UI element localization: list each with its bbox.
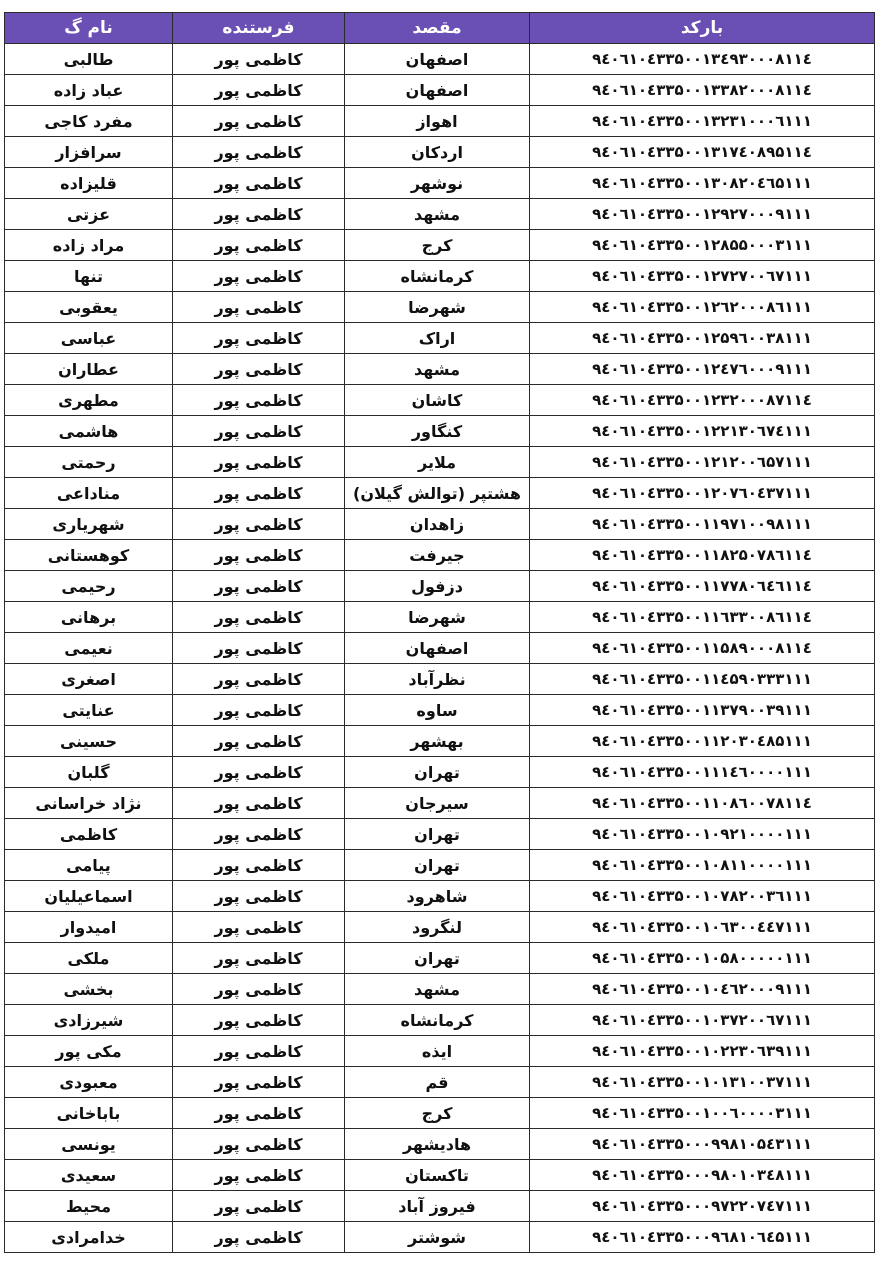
destination-cell: تهران xyxy=(345,757,530,788)
table-row xyxy=(5,757,875,788)
sender-cell: کاظمی پور xyxy=(173,819,345,850)
barcode-cell: ۹٤۰٦۱۰٤۳۳۵۰۰۰۹٦۸۱۰٦٤۵۱۱۱ xyxy=(530,1222,875,1253)
header-sender: فرستنده xyxy=(173,13,345,44)
table-row xyxy=(5,447,875,478)
barcode-cell: ۹٤۰٦۱۰٤۳۳۵۰۰۱۱۳۷۹۰۰۳۹۱۱۱ xyxy=(530,695,875,726)
barcode-cell: ۹٤۰٦۱۰٤۳۳۵۰۰۱۲۰۷٦۰٤۳۷۱۱۱ xyxy=(530,478,875,509)
name-cell: مطهری xyxy=(5,385,173,416)
name-cell: عطاران xyxy=(5,354,173,385)
table-row xyxy=(5,881,875,912)
barcode-cell: ۹٤۰٦۱۰٤۳۳۵۰۰۱۱٤۵۹۰۳۳۳۱۱۱ xyxy=(530,664,875,695)
barcode-cell: ۹٤۰٦۱۰٤۳۳۵۰۰۱۲٤۷٦۰۰۰۹۱۱۱ xyxy=(530,354,875,385)
sender-cell: کاظمی پور xyxy=(173,602,345,633)
sender-cell: کاظمی پور xyxy=(173,385,345,416)
name-cell: رحمتی xyxy=(5,447,173,478)
table-row xyxy=(5,633,875,664)
table-row xyxy=(5,137,875,168)
table-row xyxy=(5,788,875,819)
barcode-cell: ۹٤۰٦۱۰٤۳۳۵۰۰۱۱۸۲۵۰۷۸٦۱۱٤ xyxy=(530,540,875,571)
sender-cell: کاظمی پور xyxy=(173,137,345,168)
destination-cell: کرج xyxy=(345,230,530,261)
name-cell: عباد زاده xyxy=(5,75,173,106)
destination-cell: تهران xyxy=(345,943,530,974)
name-cell: سرافزار xyxy=(5,137,173,168)
sender-cell: کاظمی پور xyxy=(173,943,345,974)
table-row xyxy=(5,1098,875,1129)
table-row xyxy=(5,1005,875,1036)
header-row xyxy=(5,13,875,44)
destination-cell: اراک xyxy=(345,323,530,354)
sender-cell: کاظمی پور xyxy=(173,168,345,199)
barcode-cell: ۹٤۰٦۱۰٤۳۳۵۰۰۱۱۷۷۸۰٦٤٦۱۱٤ xyxy=(530,571,875,602)
barcode-cell: ۹٤۰٦۱۰٤۳۳۵۰۰۱۲۸۵۵۰۰۰۳۱۱۱ xyxy=(530,230,875,261)
barcode-cell: ۹٤۰٦۱۰٤۳۳۵۰۰۱۱۲۰۳۰٤۸۵۱۱۱ xyxy=(530,726,875,757)
sender-cell: کاظمی پور xyxy=(173,75,345,106)
name-cell: شیرزادی xyxy=(5,1005,173,1036)
destination-cell: مشهد xyxy=(345,199,530,230)
barcode-cell: ۹٤۰٦۱۰٤۳۳۵۰۰۰۹۷۲۲۰۷٤۷۱۱۱ xyxy=(530,1191,875,1222)
table-body xyxy=(5,44,875,1253)
name-cell: گلبان xyxy=(5,757,173,788)
name-cell: ملکی xyxy=(5,943,173,974)
table-row xyxy=(5,974,875,1005)
destination-cell: اصفهان xyxy=(345,44,530,75)
destination-cell: ملایر xyxy=(345,447,530,478)
destination-cell: مشهد xyxy=(345,354,530,385)
barcode-cell: ۹٤۰٦۱۰٤۳۳۵۰۰۱۱٦۳۳۰۰۸٦۱۱٤ xyxy=(530,602,875,633)
sender-cell: کاظمی پور xyxy=(173,664,345,695)
table-row xyxy=(5,602,875,633)
barcode-cell: ۹٤۰٦۱۰٤۳۳۵۰۰۱۰۵۸۰۰۰۰۰۱۱۱ xyxy=(530,943,875,974)
barcode-cell: ۹٤۰٦۱۰٤۳۳۵۰۰۰۹۸۰۱۰۳٤۸۱۱۱ xyxy=(530,1160,875,1191)
barcode-cell: ۹٤۰٦۱۰٤۳۳۵۰۰۱۲٦۲۰۰۰۸٦۱۱۱ xyxy=(530,292,875,323)
barcode-cell: ۹٤۰٦۱۰٤۳۳۵۰۰۱۱۱٤٦۰۰۰۰۱۱۱ xyxy=(530,757,875,788)
name-cell: کوهستانی xyxy=(5,540,173,571)
barcode-cell: ۹٤۰٦۱۰٤۳۳۵۰۰۱۱۰۸٦۰۰۷۸۱۱٤ xyxy=(530,788,875,819)
sender-cell: کاظمی پور xyxy=(173,447,345,478)
name-cell: باباخانی xyxy=(5,1098,173,1129)
name-cell: هاشمی xyxy=(5,416,173,447)
table-row xyxy=(5,354,875,385)
sender-cell: کاظمی پور xyxy=(173,757,345,788)
name-cell: نژاد خراسانی xyxy=(5,788,173,819)
destination-cell: اردکان xyxy=(345,137,530,168)
sender-cell: کاظمی پور xyxy=(173,44,345,75)
barcode-cell: ۹٤۰٦۱۰٤۳۳۵۰۰۱۱۹۷۱۰۰۹۸۱۱۱ xyxy=(530,509,875,540)
destination-cell: شوشتر xyxy=(345,1222,530,1253)
sender-cell: کاظمی پور xyxy=(173,478,345,509)
table-row xyxy=(5,261,875,292)
barcode-cell: ۹٤۰٦۱۰٤۳۳۵۰۰۱۰٦۳۰۰٤٤۷۱۱۱ xyxy=(530,912,875,943)
table-row xyxy=(5,509,875,540)
name-cell: سعیدی xyxy=(5,1160,173,1191)
header-name: نام گ xyxy=(5,13,173,44)
barcode-cell: ۹٤۰٦۱۰٤۳۳۵۰۰۱۲۲۱۳۰٦۷٤۱۱۱ xyxy=(530,416,875,447)
table-row xyxy=(5,1191,875,1222)
name-cell: کاظمی xyxy=(5,819,173,850)
name-cell: معبودی xyxy=(5,1067,173,1098)
sender-cell: کاظمی پور xyxy=(173,1098,345,1129)
table-row xyxy=(5,292,875,323)
barcode-cell: ۹٤۰٦۱۰٤۳۳۵۰۰۱۰۰٦۰۰۰۰۳۱۱۱ xyxy=(530,1098,875,1129)
table-row xyxy=(5,850,875,881)
destination-cell: ایذه xyxy=(345,1036,530,1067)
name-cell: مکی پور xyxy=(5,1036,173,1067)
barcode-cell: ۹٤۰٦۱۰٤۳۳۵۰۰۱۰۷۸۲۰۰۳٦۱۱۱ xyxy=(530,881,875,912)
sender-cell: کاظمی پور xyxy=(173,850,345,881)
name-cell: یونسی xyxy=(5,1129,173,1160)
barcode-cell: ۹٤۰٦۱۰٤۳۳۵۰۰۱۰۸۱۱۰۰۰۰۱۱۱ xyxy=(530,850,875,881)
barcode-cell: ۹٤۰٦۱۰٤۳۳۵۰۰۱۰۳۷۲۰۰٦۷۱۱۱ xyxy=(530,1005,875,1036)
barcode-cell: ۹٤۰٦۱۰٤۳۳۵۰۰۱۱۵۸۹۰۰۰۸۱۱٤ xyxy=(530,633,875,664)
barcode-cell: ۹٤۰٦۱۰٤۳۳۵۰۰۱۰۹۲۱۰۰۰۰۱۱۱ xyxy=(530,819,875,850)
name-cell: عزتی xyxy=(5,199,173,230)
barcode-cell: ۹٤۰٦۱۰٤۳۳۵۰۰۱۳۲۳۱۰۰۰٦۱۱۱ xyxy=(530,106,875,137)
destination-cell: سیرجان xyxy=(345,788,530,819)
table-row xyxy=(5,1067,875,1098)
destination-cell: شهرضا xyxy=(345,602,530,633)
destination-cell: دزفول xyxy=(345,571,530,602)
table-row xyxy=(5,819,875,850)
sender-cell: کاظمی پور xyxy=(173,292,345,323)
destination-cell: زاهدان xyxy=(345,509,530,540)
barcode-cell: ۹٤۰٦۱۰٤۳۳۵۰۰۱۲۹۲۷۰۰۰۹۱۱۱ xyxy=(530,199,875,230)
table-row xyxy=(5,416,875,447)
table-row xyxy=(5,1129,875,1160)
name-cell: اسماعیلیان xyxy=(5,881,173,912)
sender-cell: کاظمی پور xyxy=(173,1036,345,1067)
name-cell: مناداعی xyxy=(5,478,173,509)
sender-cell: کاظمی پور xyxy=(173,571,345,602)
table-row xyxy=(5,664,875,695)
table-row xyxy=(5,75,875,106)
barcode-cell: ۹٤۰٦۱۰٤۳۳۵۰۰۱۲۱۲۰۰٦۵۷۱۱۱ xyxy=(530,447,875,478)
destination-cell: اهواز xyxy=(345,106,530,137)
destination-cell: شاهرود xyxy=(345,881,530,912)
sender-cell: کاظمی پور xyxy=(173,912,345,943)
destination-cell: شهرضا xyxy=(345,292,530,323)
barcode-cell: ۹٤۰٦۱۰٤۳۳۵۰۰۱۳٤۹۳۰۰۰۸۱۱٤ xyxy=(530,44,875,75)
sender-cell: کاظمی پور xyxy=(173,695,345,726)
table-row xyxy=(5,106,875,137)
table-row xyxy=(5,943,875,974)
name-cell: تنها xyxy=(5,261,173,292)
barcode-cell: ۹٤۰٦۱۰٤۳۳۵۰۰۱۰٤٦۲۰۰۰۹۱۱۱ xyxy=(530,974,875,1005)
table-row xyxy=(5,199,875,230)
destination-cell: نوشهر xyxy=(345,168,530,199)
name-cell: قلیزاده xyxy=(5,168,173,199)
destination-cell: کنگاور xyxy=(345,416,530,447)
sender-cell: کاظمی پور xyxy=(173,1222,345,1253)
name-cell: حسینی xyxy=(5,726,173,757)
table-row xyxy=(5,571,875,602)
table-row xyxy=(5,323,875,354)
destination-cell: تاکستان xyxy=(345,1160,530,1191)
name-cell: طالبی xyxy=(5,44,173,75)
sender-cell: کاظمی پور xyxy=(173,261,345,292)
sender-cell: کاظمی پور xyxy=(173,633,345,664)
destination-cell: کرمانشاه xyxy=(345,1005,530,1036)
sender-cell: کاظمی پور xyxy=(173,509,345,540)
sender-cell: کاظمی پور xyxy=(173,323,345,354)
table-row xyxy=(5,1222,875,1253)
sender-cell: کاظمی پور xyxy=(173,106,345,137)
sender-cell: کاظمی پور xyxy=(173,1160,345,1191)
name-cell: شهریاری xyxy=(5,509,173,540)
header-destination: مقصد xyxy=(345,13,530,44)
destination-cell: کرج xyxy=(345,1098,530,1129)
destination-cell: بهشهر xyxy=(345,726,530,757)
sender-cell: کاظمی پور xyxy=(173,788,345,819)
table-row xyxy=(5,385,875,416)
shipment-table xyxy=(4,12,875,1253)
destination-cell: لنگرود xyxy=(345,912,530,943)
table-row xyxy=(5,726,875,757)
destination-cell: کاشان xyxy=(345,385,530,416)
sender-cell: کاظمی پور xyxy=(173,1067,345,1098)
table-row xyxy=(5,44,875,75)
destination-cell: تهران xyxy=(345,819,530,850)
destination-cell: کرمانشاه xyxy=(345,261,530,292)
destination-cell: اصفهان xyxy=(345,75,530,106)
destination-cell: هشتپر (توالش گیلان) xyxy=(345,478,530,509)
barcode-cell: ۹٤۰٦۱۰٤۳۳۵۰۰۱۲۳۲۰۰۰۸۷۱۱٤ xyxy=(530,385,875,416)
sender-cell: کاظمی پور xyxy=(173,1005,345,1036)
destination-cell: ساوه xyxy=(345,695,530,726)
name-cell: عنایتی xyxy=(5,695,173,726)
sender-cell: کاظمی پور xyxy=(173,540,345,571)
table-row xyxy=(5,230,875,261)
name-cell: نعیمی xyxy=(5,633,173,664)
name-cell: امیدوار xyxy=(5,912,173,943)
table-row xyxy=(5,1160,875,1191)
destination-cell: اصفهان xyxy=(345,633,530,664)
name-cell: مفرد کاجی xyxy=(5,106,173,137)
sender-cell: کاظمی پور xyxy=(173,1191,345,1222)
name-cell: بخشی xyxy=(5,974,173,1005)
table-row xyxy=(5,540,875,571)
sender-cell: کاظمی پور xyxy=(173,881,345,912)
table-row xyxy=(5,168,875,199)
name-cell: اصغری xyxy=(5,664,173,695)
barcode-cell: ۹٤۰٦۱۰٤۳۳۵۰۰۱۲۵۹٦۰۰۳۸۱۱۱ xyxy=(530,323,875,354)
barcode-cell: ۹٤۰٦۱۰٤۳۳۵۰۰۱۳۰۸۲۰٤٦۵۱۱۱ xyxy=(530,168,875,199)
destination-cell: قم xyxy=(345,1067,530,1098)
name-cell: مراد زاده xyxy=(5,230,173,261)
barcode-cell: ۹٤۰٦۱۰٤۳۳۵۰۰۱۲۷۲۷۰۰٦۷۱۱۱ xyxy=(530,261,875,292)
sender-cell: کاظمی پور xyxy=(173,726,345,757)
destination-cell: نظرآباد xyxy=(345,664,530,695)
destination-cell: مشهد xyxy=(345,974,530,1005)
sender-cell: کاظمی پور xyxy=(173,416,345,447)
sender-cell: کاظمی پور xyxy=(173,354,345,385)
sender-cell: کاظمی پور xyxy=(173,199,345,230)
barcode-cell: ۹٤۰٦۱۰٤۳۳۵۰۰۱۳۳۸۲۰۰۰۸۱۱٤ xyxy=(530,75,875,106)
sender-cell: کاظمی پور xyxy=(173,974,345,1005)
table-row xyxy=(5,478,875,509)
destination-cell: هادیشهر xyxy=(345,1129,530,1160)
sender-cell: کاظمی پور xyxy=(173,230,345,261)
table-row xyxy=(5,1036,875,1067)
table-row xyxy=(5,695,875,726)
table-header xyxy=(5,13,875,44)
name-cell: عباسی xyxy=(5,323,173,354)
name-cell: پیامی xyxy=(5,850,173,881)
name-cell: یعقوبی xyxy=(5,292,173,323)
destination-cell: فیروز آباد xyxy=(345,1191,530,1222)
barcode-cell: ۹٤۰٦۱۰٤۳۳۵۰۰۱۰۱۳۱۰۰۳۷۱۱۱ xyxy=(530,1067,875,1098)
destination-cell: جیرفت xyxy=(345,540,530,571)
header-barcode: بارکد xyxy=(530,13,875,44)
barcode-cell: ۹٤۰٦۱۰٤۳۳۵۰۰۰۹۹۸۱۰۵٤۳۱۱۱ xyxy=(530,1129,875,1160)
name-cell: برهانی xyxy=(5,602,173,633)
name-cell: محیط xyxy=(5,1191,173,1222)
destination-cell: تهران xyxy=(345,850,530,881)
barcode-cell: ۹٤۰٦۱۰٤۳۳۵۰۰۱۰۲۲۳۰٦۳۹۱۱۱ xyxy=(530,1036,875,1067)
name-cell: خدامرادی xyxy=(5,1222,173,1253)
sender-cell: کاظمی پور xyxy=(173,1129,345,1160)
name-cell: رحیمی xyxy=(5,571,173,602)
table-row xyxy=(5,912,875,943)
barcode-cell: ۹٤۰٦۱۰٤۳۳۵۰۰۱۳۱۷٤۰۸۹۵۱۱٤ xyxy=(530,137,875,168)
